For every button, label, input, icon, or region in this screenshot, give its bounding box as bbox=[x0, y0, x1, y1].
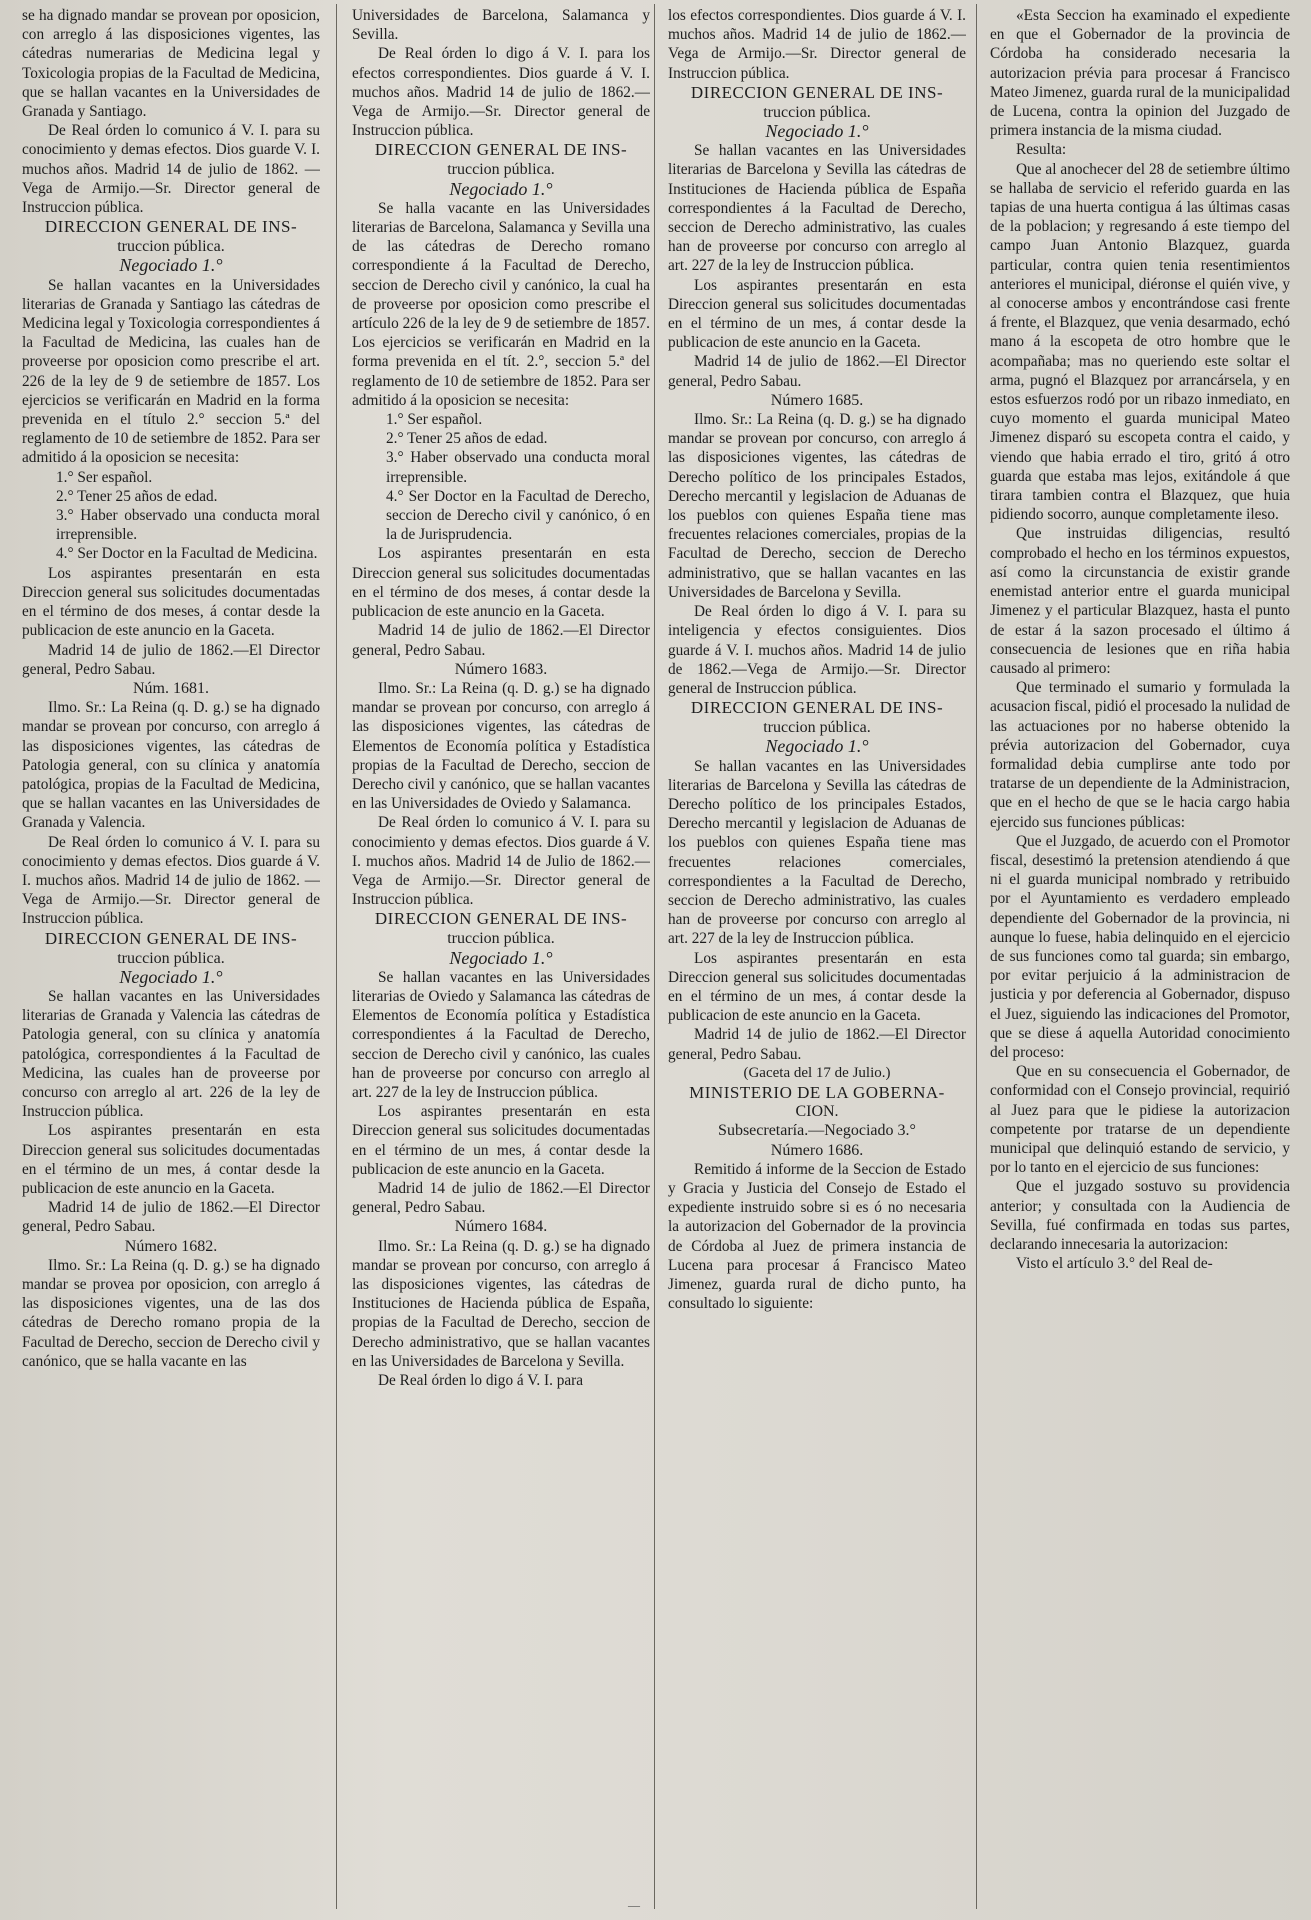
column-1 bbox=[22, 6, 320, 1906]
paragraph: Ilmo. Sr.: La Reina (q. D. g.) se ha dignado mandar se provean por concurso, con arreglo á las disposiciones vigentes, las cátedras de Elementos de Economía política y Estadística propias de la Facultad de Derecho, seccion de Derecho civil y canónico, que se hallan vacantes en las Universidades de Oviedo y Salamanca. bbox=[352, 679, 650, 813]
paragraph: «Esta Seccion ha examinado el expediente en que el Gobernador de la provincia de Córdoba ha considerado necesaria la autorizacion prévia para procesar á Francisco Mateo Jimenez, guarda rural de la municipalidad de Lucena, contra la opinion del Juzgado de primera instancia de la misma ciudad. bbox=[990, 7, 1290, 140]
section-heading-cont: truccion pública. bbox=[117, 238, 225, 256]
ministry-heading: MINISTERIO DE LA GOBERNA- bbox=[689, 1082, 945, 1102]
requirement-item: 4.° Ser Doctor en la Facultad de Derecho, seccion de Derecho civil y canónico, ó en la de Jurisprudencia. bbox=[386, 487, 650, 544]
subsecretaria-heading: Subsecretaría.—Negociado 3.° bbox=[718, 1122, 916, 1140]
paragraph: Los aspirantes presentarán en esta Direccion general sus solicitudes documentadas en el término de dos meses, á contar desde la publicacion de este anuncio en la Gaceta. bbox=[352, 545, 650, 621]
paragraph: De Real órden lo digo á V. I. para bbox=[378, 1372, 584, 1390]
paragraph: Ilmo. Sr.: La Reina (q. D. g.) se ha dignado mandar se provean por concurso, con arreglo á las disposiciones vigentes, las cátedras de Derecho político de los principales Estados, Derecho mercantil y legislacion de Aduanas de los pueblos con quienes España tiene mas frecuentes relaciones comerciales, propias de la Facultad de Derecho, seccion de Derecho administrativo, que se hallan vacantes en las Universidades de Barcelona y Sevilla. bbox=[668, 411, 966, 601]
requirement-item: 4.° Ser Doctor en la Facultad de Medicina. bbox=[56, 545, 318, 563]
negociado-label: Negociado 1.° bbox=[765, 121, 869, 142]
requirement-item: 2.° Tener 25 años de edad. bbox=[386, 430, 548, 448]
paragraph: De Real órden lo comunico á V. I. para su conocimiento y demas efectos. Dios guarde á V. I. muchos años. Madrid 14 de julio de 1862. —Vega de Armijo.—Sr. Director general de Instruccion pública. bbox=[22, 833, 320, 928]
item-number: Número 1684. bbox=[454, 1218, 548, 1236]
paragraph: Ilmo. Sr.: La Reina (q. D. g.) se ha dignado mandar se provean por concurso, con arreglo á las disposiciones vigentes, las cátedras de Instituciones de Hacienda pública de España, propias de la Facultad de Derecho, seccion de Derecho administrativo, que se hallan vacantes en las Universidades de Barcelona y Sevilla. bbox=[352, 1237, 650, 1370]
paragraph: Se hallan vacantes en las Universidades literarias de Granada y Valencia las cátedras de Patologia general, con su clínica y anatomía patológica, correspondientes á la Facultad de Medicina, las cuales han de proveerse por concurso con arreglo al art. 226 de la ley de Instruccion pública. bbox=[22, 987, 320, 1121]
paragraph: Visto el artículo 3.° del Real de- bbox=[1016, 1255, 1213, 1273]
item-number: Núm. 1681. bbox=[133, 679, 209, 697]
paragraph: Madrid 14 de julio de 1862.—El Director general, Pedro Sabau. bbox=[352, 1179, 650, 1217]
item-number: Número 1686. bbox=[770, 1141, 864, 1159]
paragraph: Universidades de Barcelona, Salamanca y Sevilla. bbox=[352, 7, 650, 44]
paragraph: De Real órden lo comunico á V. I. para su conocimiento y demas efectos. Dios guarde á V. I. muchos años. Madrid 14 de Julio de 1862.—Vega de Armijo.—Sr. Director general de Instruccion pública. bbox=[352, 814, 650, 909]
paragraph: Los aspirantes presentarán en esta Direccion general sus solicitudes documentadas en el término de un mes, á contar desde la publicacion de este anuncio en la Gaceta. bbox=[668, 949, 966, 1025]
section-heading-cont: truccion pública. bbox=[117, 949, 225, 967]
item-number: Número 1683. bbox=[454, 660, 548, 678]
section-heading: DIRECCION GENERAL DE INS- bbox=[374, 909, 628, 929]
paragraph: Que el juzgado sostuvo su providencia anterior; y consultada con la Audiencia de Sevilla, fué confirmada en todas sus partes, declarando innecesaria la autorizacion: bbox=[990, 1178, 1290, 1253]
paragraph: Remitido á informe de la Seccion de Estado y Gracia y Justicia del Consejo de Estado el expediente instruido sobre si es ó no necesaria la autorizacion del Gobernador de la provincia de Córdoba al Juez de primera instancia de Lucena para procesar á Francisco Mateo Jimenez, guarda rural de dicho punto, ha consultado lo siguiente: bbox=[668, 1160, 966, 1313]
section-heading: DIRECCION GENERAL DE INS- bbox=[44, 217, 298, 237]
paragraph: Que al anochecer del 28 de setiembre último se hallaba de servicio el referido guarda en las tapias de una huerta contigua á las últimas casas de la poblacion; y regresando á este tiempo del campo Juan Antonio Blazquez, guarda particular, contra quien tenia resentimientos anteriores el municipal, diéronse el quién vive, y al conocerse ambos y encontrándose casi frente á frente, el Blazquez, que venia desarmado, echó mano á la escopeta de otro hombre que le acompañaba; mas no queriendo este soltar el arma, pugnó el Blazquez por arrancársela, y en estos esfuerzos rodó por un ribazo inmediato, en cuyo momento el guarda municipal Mateo Jimenez disparó su escopeta contra el caido, y viendo que habia errado el tiro, gritó á otro guarda que estaba mas lejos, exitándole á que tirara tambien contra el Blazquez, que huia pidiendo socorro, aunque completamente ileso. bbox=[990, 160, 1290, 524]
paragraph: Ilmo. Sr.: La Reina (q. D. g.) se ha dignado mandar se provea por oposicion, con arreglo á las disposiciones vigentes, una de las dos cátedras de Derecho romano propia de la Facultad de Derecho, seccion de Derecho civil y canónico, que se halla vacante en las bbox=[22, 1256, 320, 1370]
paragraph: Se hallan vacantes en las Universidades literarias de Barcelona y Sevilla las cátedras de Derecho político de los principales Estados, Derecho mercantil y legislacion de Aduanas de los pueblos con quienes España tiene mas frecuentes relaciones comerciales, correspondientes a la Facultad de Derecho, seccion de Derecho administrativo, las cuales han de proveerse por concurso con arreglo al art. 227 de la ley de Instruccion pública. bbox=[668, 757, 966, 948]
column-rule bbox=[336, 4, 337, 1909]
paragraph: Madrid 14 de julio de 1862.—El Director general, Pedro Sabau. bbox=[668, 353, 966, 390]
requirement-item: 1.° Ser español. bbox=[386, 411, 483, 429]
paragraph: Que instruidas diligencias, resultó comprobado el hecho en los términos expuestos, así como la circunstancia de existir grande enemistad anterior entre el guarda municipal Jimenez y el particular Blazquez, hasta el punto de estar á la sazon procesado el último á consecuencia de lesiones que en riña habia causado al primero: bbox=[990, 525, 1290, 677]
section-heading-cont: CION. bbox=[795, 1103, 839, 1121]
section-heading: DIRECCION GENERAL DE INS- bbox=[44, 928, 298, 948]
paragraph: Madrid 14 de julio de 1862.—El Director general, Pedro Sabau. bbox=[668, 1026, 966, 1063]
negociado-label: Negociado 1.° bbox=[119, 255, 223, 276]
requirement-item: 3.° Haber observado una conducta moral irreprensible. bbox=[386, 449, 650, 486]
paragraph: Resulta: bbox=[1016, 141, 1067, 159]
paragraph: Los aspirantes presentarán en esta Direccion general sus solicitudes documentadas en el término de un mes, á contar desde la publicacion de este anuncio en la Gaceta. bbox=[352, 1103, 650, 1178]
negociado-label: Negociado 1.° bbox=[765, 736, 869, 757]
paragraph: Los aspirantes presentarán en esta Direccion general sus solicitudes documentadas en el término de un mes, á contar desde la publicacion de este anuncio en la Gaceta. bbox=[22, 1122, 320, 1197]
paragraph: De Real órden lo comunico á V. I. para su conocimiento y demas efectos. Dios guarde V. I. muchos años. Madrid 14 de julio de 1862. —Vega de Armijo.—Sr. Director general de Instruccion pública. bbox=[22, 122, 320, 217]
section-heading: DIRECCION GENERAL DE INS- bbox=[374, 140, 628, 160]
column-rule bbox=[654, 4, 655, 1909]
paragraph: Se hallan vacantes en la Universidades literarias de Granada y Santiago las cátedras de Medicina legal y Toxicologia correspondientes á la Facultad de Medicina, las cuales han de proveerse por oposicion como prescribe el art. 226 de la ley de 9 de setiembre de 1857. Los ejercicios se verificarán en Madrid en la forma prevenida en el título 2.° seccion 5.ª del reglamento de 10 de setiembre de 1852. Para ser admitido á la oposicion se necesita: bbox=[22, 276, 320, 467]
paragraph: Madrid 14 de julio de 1862.—El Director general, Pedro Sabau. bbox=[22, 1199, 320, 1236]
paragraph: los efectos correspondientes. Dios guarde á V. I. muchos años. Madrid 14 de julio de 1862.—Vega de Armijo.—Sr. Director general de Instruccion pública. bbox=[668, 7, 966, 82]
paragraph: Que terminado el sumario y formulada la acusacion fiscal, pidió el procesado la nulidad de las actuaciones por no haberse obtenido la prévia autorizacion del Gobernador, cuya formalidad debia cumplirse ante todo por tratarse de un dependiente de la Administracion, que en el hecho de que se le hacia cargo habia ejercido sus funciones públicas: bbox=[990, 679, 1290, 831]
requirement-item: 3.° Haber observado una conducta moral irreprensible. bbox=[56, 507, 320, 544]
paragraph: Ilmo. Sr.: La Reina (q. D. g.) se ha dignado mandar se provean por concurso, con arreglo á las disposiciones vigentes, las cátedras de Patologia general, con su clínica y anatomía patológica, propias de la Facultad de Medicina, que se hallan vacantes en las Universidades de Granada y Valencia. bbox=[22, 699, 320, 832]
column-rule bbox=[976, 4, 977, 1909]
item-number: Número 1682. bbox=[124, 1237, 218, 1255]
item-number: Número 1685. bbox=[770, 391, 864, 409]
paragraph: Los aspirantes presentarán en esta Direccion general sus solicitudes documentadas en el término de dos meses, á contar desde la publicacion de este anuncio en la Gaceta. bbox=[22, 564, 320, 640]
paragraph: De Real órden lo digo á V. I. para su inteligencia y efectos consiguientes. Dios guarde á V. I. muchos años. Madrid 14 de julio de 1862.—Vega de Armijo.—Sr. Director general de Instruccion pública. bbox=[668, 603, 966, 697]
requirement-item: 2.° Tener 25 años de edad. bbox=[56, 487, 218, 505]
paragraph: Madrid 14 de julio de 1862.—El Director general, Pedro Sabau. bbox=[22, 641, 320, 678]
page-footer-mark: — bbox=[628, 1898, 640, 1912]
section-heading-cont: truccion pública. bbox=[447, 930, 555, 948]
column-3 bbox=[668, 6, 966, 1906]
requirement-item: 1.° Ser español. bbox=[56, 468, 153, 486]
paragraph: se ha dignado mandar se provean por oposicion, con arreglo á las disposiciones vigentes, las cátedras numerarias de Medicina legal y Toxicologia propias de la Facultad de Medicina, que se hallan vacantes en la Universidades de Granada y Santiago. bbox=[22, 7, 320, 121]
negociado-label: Negociado 1.° bbox=[449, 947, 553, 968]
gaceta-note: (Gaceta del 17 de Julio.) bbox=[743, 1064, 891, 1081]
paragraph: Se halla vacante en las Universidades literarias de Barcelona, Salamanca y Sevilla una de las cátedras de Derecho romano correspondiente á la Facultad de Derecho, seccion de Derecho civil y canónico, la cual ha de proveerse por oposicion como prescribe el artículo 226 de la ley de 9 de setiembre de 1857. Los ejercicios se verificarán en Madrid en la forma prevenida en el tít. 2.°, seccion 5.ª del reglamento de 10 de setiembre de 1852. Para ser admitido á la oposicion se necesita: bbox=[352, 199, 650, 409]
negociado-label: Negociado 1.° bbox=[449, 178, 553, 199]
column-4 bbox=[990, 6, 1290, 1906]
section-heading-cont: truccion pública. bbox=[447, 161, 555, 179]
paragraph: Se hallan vacantes en las Universidades literarias de Oviedo y Salamanca las cátedras de Elementos de Economía política y Estadística correspondientes á la Facultad de Derecho, seccion de Derecho civil y canónico, las cuales han de proveerse por concurso con arreglo al art. 227 de la ley de Instruccion pública. bbox=[352, 968, 650, 1101]
section-heading-cont: truccion pública. bbox=[763, 719, 871, 737]
paragraph: Que en su consecuencia el Gobernador, de conformidad con el Consejo provincial, requirió al Juez para que le pidiese la autorizacion competente por tratarse de un dependiente municipal que delinquió estando de servicio, y por lo tanto en el ejercicio de sus funciones: bbox=[990, 1063, 1290, 1177]
paragraph: Se hallan vacantes en las Universidades literarias de Barcelona y Sevilla las cátedras de Instituciones de Hacienda pública de España correspondientes á la Facultad de Derecho, seccion de Derecho administrativo, las cuales han de proveerse por concurso con arreglo al art. 227 de la ley de Instruccion pública. bbox=[668, 142, 966, 275]
paragraph: Los aspirantes presentarán en esta Direccion general sus solicitudes documentadas en el término de un mes, á contar desde la publicacion de este anuncio en la Gaceta. bbox=[668, 276, 966, 352]
negociado-label: Negociado 1.° bbox=[119, 966, 223, 987]
paragraph: Madrid 14 de julio de 1862.—El Director general, Pedro Sabau. bbox=[352, 622, 650, 659]
paragraph: De Real órden lo digo á V. I. para los efectos correspondientes. Dios guarde á V. I. muchos años. Madrid 14 de julio de 1862.—Vega de Armijo.—Sr. Director general de Instruccion pública. bbox=[352, 45, 650, 140]
column-2 bbox=[352, 6, 650, 1906]
section-heading: DIRECCION GENERAL DE INS- bbox=[690, 698, 944, 718]
section-heading-cont: truccion pública. bbox=[763, 103, 871, 121]
section-heading: DIRECCION GENERAL DE INS- bbox=[690, 82, 944, 102]
paragraph: Que el Juzgado, de acuerdo con el Promotor fiscal, desestimó la pretension atendiendo á que ni el guarda municipal nombrado y retribuido por el Ayuntamiento es verdadero empleado dependiente del Gobernador de la provincia, ni aunque lo fuese, habia delinquido en el ejercicio de sus funciones como tal guarda; sin embargo, por evitar perjuicio á la administracion de justicia y por deferencia al Gobernador, dispuso el Juez, siguiendo las indicaciones del Promotor, que se diese á aquella Autoridad conocimiento del proceso: bbox=[990, 832, 1290, 1061]
